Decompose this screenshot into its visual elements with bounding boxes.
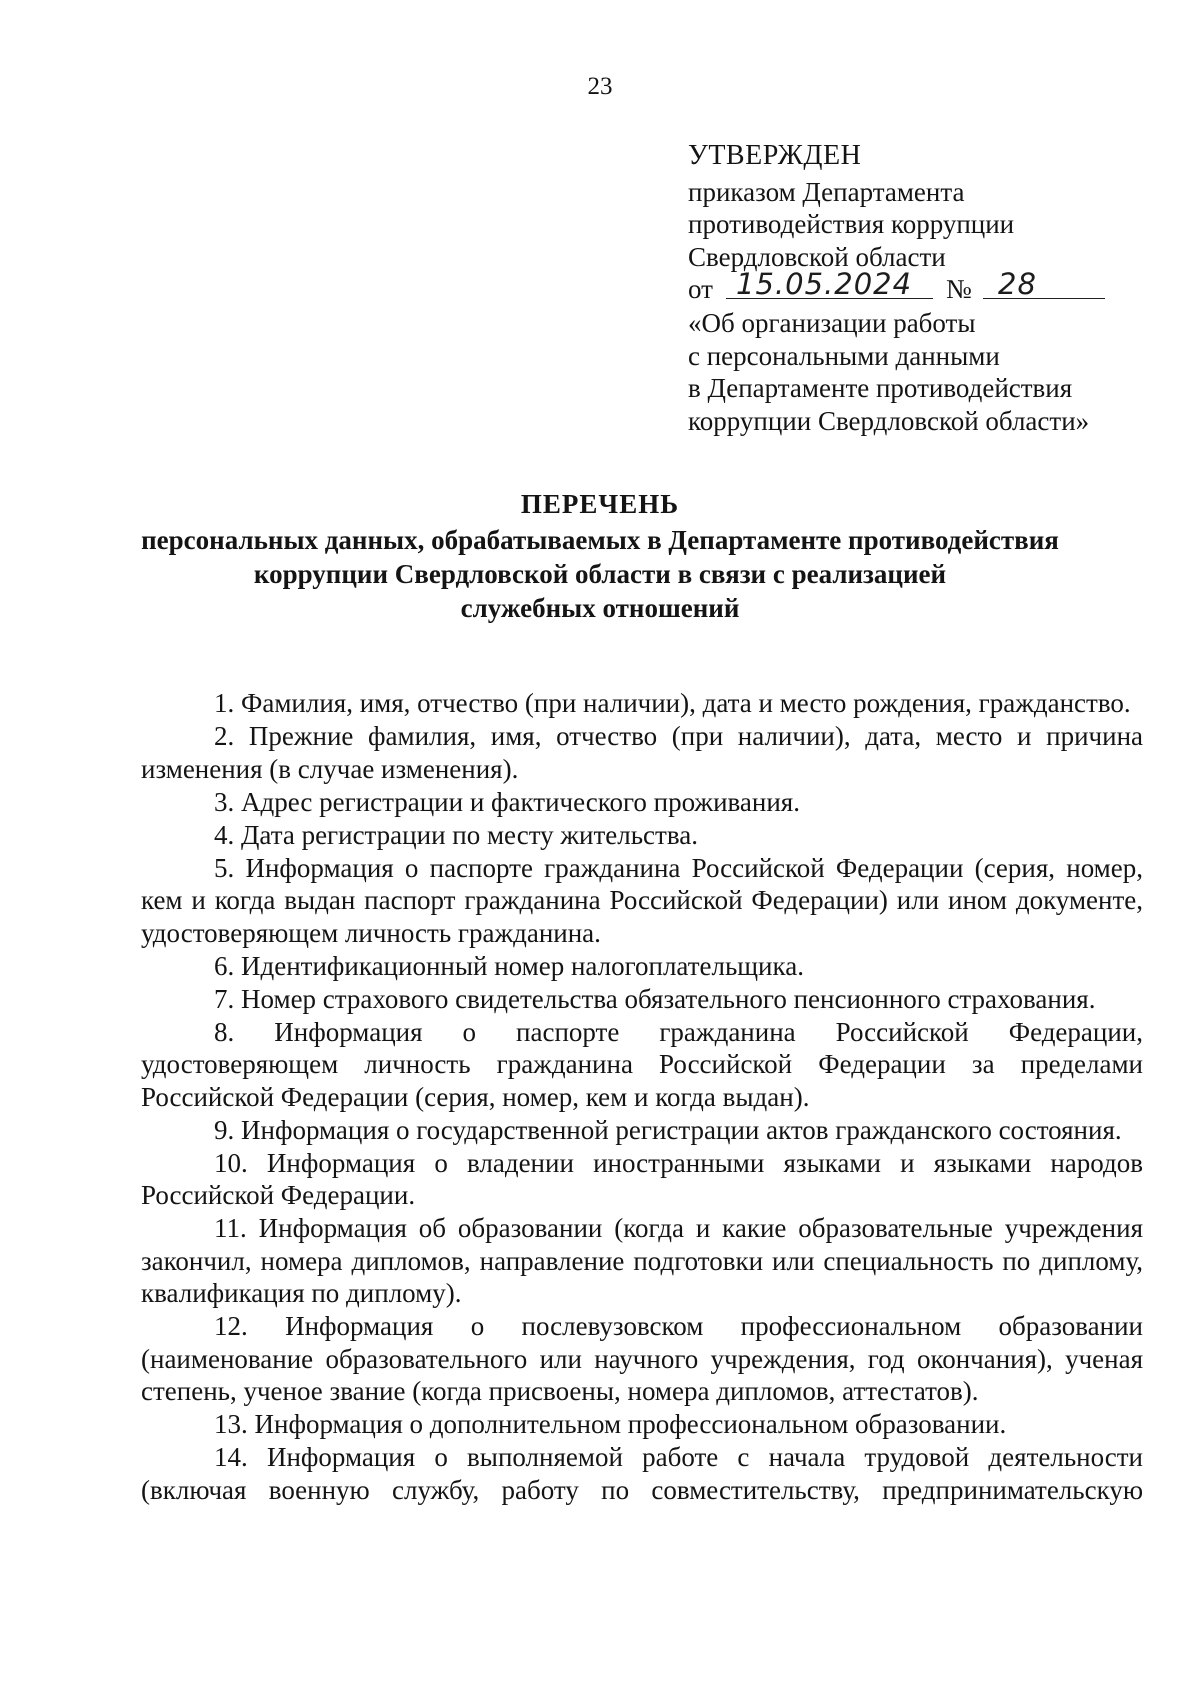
list-item: 4. Дата регистрации по месту жительства. [214, 819, 698, 850]
approval-heading: УТВЕРЖДЕН [688, 140, 862, 171]
handwritten-number: 28 [998, 267, 1037, 301]
list-item: 10. Информация о владении иностранными языками и языками народов Российской Федерации. [141, 1147, 1143, 1210]
list-item: 2. Прежние фамилия, имя, отчество (при наличии), дата, место и причина изменения (в случае изменения). [141, 721, 1143, 784]
document-subtitle-line: служебных отношений [460, 593, 740, 623]
order-date-number-line [688, 267, 1158, 307]
list-item: 9. Информация о государственной регистрации актов гражданского состояния. [214, 1114, 1122, 1145]
page-number: 23 [587, 73, 613, 100]
document-heading: ПЕРЕЧЕНЬ [520, 489, 680, 519]
list-item: 13. Информация о дополнительном профессиональном образовании. [214, 1409, 1007, 1439]
list-item: 6. Идентификационный номер налогоплательщика. [214, 950, 804, 981]
list-item: 14. Информация о выполняемой работе с начала трудовой деятельности (включая военную службу, работу по совместительству, предпринимательскую [141, 1442, 1143, 1505]
approval-line: приказом Департамента [688, 176, 965, 207]
number-prefix: № [946, 274, 972, 304]
approval-line: противодействия коррупции [688, 209, 1015, 239]
list-item: 11. Информация об образовании (когда и какие образовательные учреждения закончил, номера дипломов, направление подготовки или специальность по диплому, квалификация по диплому). [141, 1213, 1143, 1308]
list-item: 8. Информация о паспорте гражданина Российской Федерации, удостоверяющем личность гражданина Российской Федерации за пределами Российской Федерации (серия, номер, кем и когда выдан). [141, 1016, 1143, 1112]
document-subtitle-line: коррупции Свердловской области в связи с реализацией [253, 559, 947, 589]
list-item: 1. Фамилия, имя, отчество (при наличии), дата и место рождения, гражданство. [214, 688, 1131, 718]
order-title-line: коррупции Свердловской области» [688, 405, 1090, 436]
list-item: 3. Адрес регистрации и фактического проживания. [214, 786, 800, 817]
list-item: 5. Информация о паспорте гражданина Российской Федерации (серия, номер, кем и когда выдан паспорт гражданина Российской Федерации) или ином документе, удостоверяющем личность гражданина. [141, 852, 1143, 948]
handwritten-date: 15.05.2024 [736, 267, 913, 301]
list-item: 12. Информация о послевузовском профессиональном образовании (наименование образовательного или научного учреждения, год окончания), ученая степень, ученое звание (когда присвоены, номера дипломов, аттестатов). [141, 1311, 1143, 1406]
approval-stamp-block [688, 140, 1158, 437]
personal-data-list [141, 687, 1143, 1507]
date-prefix: от [688, 274, 713, 304]
order-title-line: в Департаменте противодействия [688, 373, 1073, 403]
order-title-line: с персональными данными [688, 340, 1000, 371]
document-subtitle-line: персональных данных, обрабатываемых в Департаменте противодействия [141, 525, 1059, 555]
document-title [100, 487, 1100, 625]
order-title-line: «Об организации работы [688, 308, 976, 338]
list-item: 7. Номер страхового свидетельства обязательного пенсионного страхования. [214, 983, 1096, 1014]
approval-line: Свердловской области [688, 241, 946, 272]
